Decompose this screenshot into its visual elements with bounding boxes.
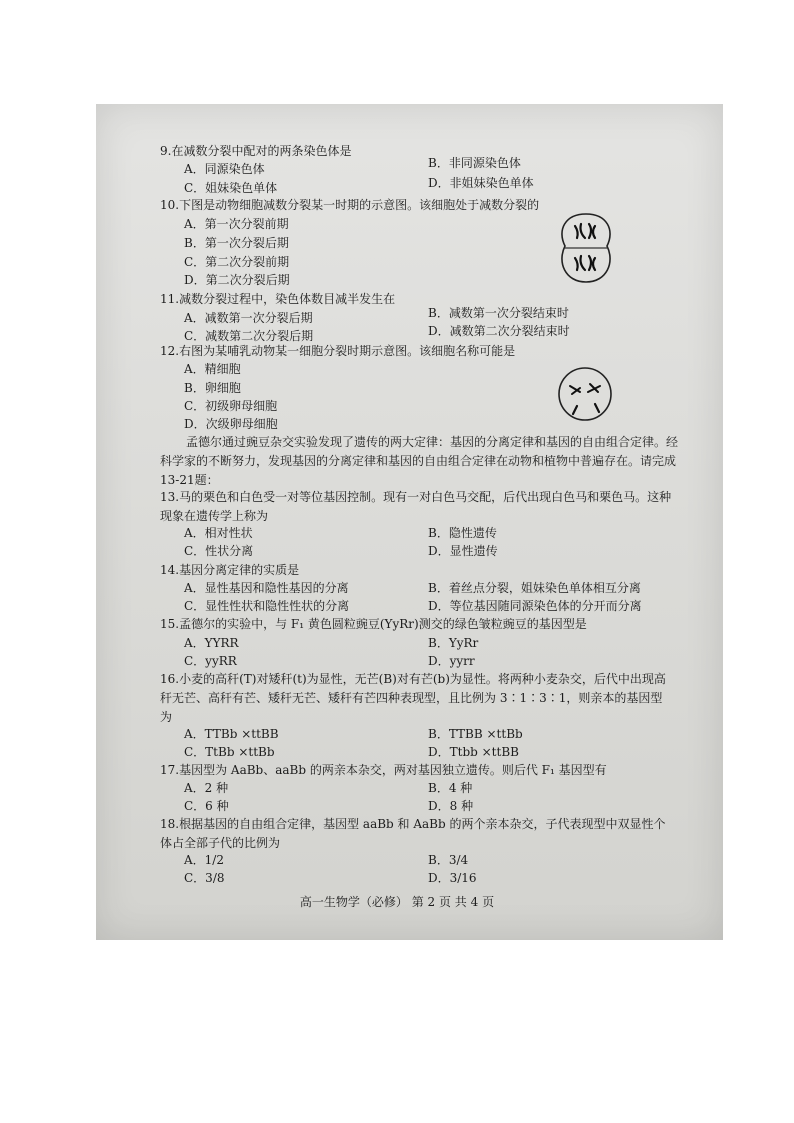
q16-option-d[interactable]: D．Ttbb ×ttBB (428, 745, 519, 759)
q10-option-c[interactable]: C．第二次分裂前期 (184, 255, 290, 269)
question-14-stem: 14.基因分离定律的实质是 (160, 563, 300, 577)
question-18-stem: 18.根据基因的自由组合定律，基因型 aaBb 和 AaBb 的两个亲本杂交，子代表现型中双显性个体占全部子代的比例为 (160, 817, 666, 850)
intro-paragraph: 孟德尔通过豌豆杂交实验发现了遗传的两大定律：基因的分离定律和基因的自由组合定律。经科学家的不断努力，发现基因的分离定律和基因的自由组合定律在动物和植物中普遍存在。请完成13-21题： (160, 435, 679, 487)
q17-option-d[interactable]: D．8 种 (428, 799, 474, 813)
q11-option-d[interactable]: D．减数第二次分裂结束时 (428, 324, 570, 338)
question-17-stem: 17.基因型为 AaBb、aaBb 的两亲本杂交，两对基因独立遗传。则后代 F₁ 基因型有 (160, 763, 607, 777)
q18-option-a[interactable]: A．1/2 (184, 853, 224, 867)
q9-option-c[interactable]: C．姐妹染色单体 (184, 181, 278, 195)
q14-option-c[interactable]: C．显性性状和隐性性状的分离 (184, 599, 350, 613)
q15-option-c[interactable]: C．yyRR (184, 654, 237, 668)
q18-option-b[interactable]: B．3/4 (428, 853, 469, 867)
meiosis-cell-diagram (555, 210, 617, 286)
question-10-stem: 10.下图是动物细胞减数分裂某一时期的示意图。该细胞处于减数分裂的 (160, 198, 540, 212)
mammal-cell-diagram (555, 364, 615, 424)
question-16-stem: 16.小麦的高秆(T)对矮秆(t)为显性，无芒(B)对有芒(b)为显性。将两种小麦杂交，后代中出现高秆无芒、高秆有芒、矮秆无芒、矮秆有芒四种表现型，且比例为 3∶1∶3∶1，则亲本的基因型为 (160, 672, 666, 724)
question-12-stem: 12.右图为某哺乳动物某一细胞分裂时期示意图。该细胞名称可能是 (160, 344, 516, 358)
q13-option-b[interactable]: B．隐性遗传 (428, 526, 497, 540)
q12-option-d[interactable]: D．次级卵母细胞 (184, 417, 278, 431)
question-15-stem: 15.孟德尔的实验中，与 F₁ 黄色圆粒豌豆(YyRr)测交的绿色皱粒豌豆的基因型是 (160, 617, 587, 631)
q18-option-c[interactable]: C．3/8 (184, 871, 225, 885)
q16-option-a[interactable]: A．TTBb ×ttBB (184, 727, 279, 741)
q15-option-b[interactable]: B．YyRr (428, 636, 479, 650)
q14-option-d[interactable]: D．等位基因随同源染色体的分开而分离 (428, 599, 642, 613)
q16-option-b[interactable]: B．TTBB ×ttBb (428, 727, 523, 741)
q14-option-b[interactable]: B．着丝点分裂，姐妹染色单体相互分离 (428, 581, 641, 595)
q17-option-c[interactable]: C．6 种 (184, 799, 229, 813)
q10-option-a[interactable]: A．第一次分裂前期 (184, 217, 289, 231)
question-9-stem: 9.在减数分裂中配对的两条染色体是 (160, 144, 352, 158)
q10-option-d[interactable]: D．第二次分裂后期 (184, 273, 290, 287)
question-13-stem: 13.马的栗色和白色受一对等位基因控制。现有一对白色马交配，后代出现白色马和栗色马。这种现象在遗传学上称为 (160, 490, 672, 523)
page-footer: 高一生物学（必修） 第 2 页 共 4 页 (299, 895, 495, 909)
q9-option-d[interactable]: D．非姐妹染色单体 (428, 176, 534, 190)
q12-option-a[interactable]: A．精细胞 (184, 362, 241, 376)
q17-option-b[interactable]: B．4 种 (428, 781, 473, 795)
q11-option-c[interactable]: C．减数第二次分裂后期 (184, 329, 314, 343)
q15-option-d[interactable]: D．yyrr (428, 654, 475, 668)
q13-option-c[interactable]: C．性状分离 (184, 544, 254, 558)
q15-option-a[interactable]: A．YYRR (184, 636, 239, 650)
q18-option-d[interactable]: D．3/16 (428, 871, 477, 885)
q12-option-b[interactable]: B．卵细胞 (184, 381, 241, 395)
q14-option-a[interactable]: A．显性基因和隐性基因的分离 (184, 581, 349, 595)
q13-option-a[interactable]: A．相对性状 (184, 526, 253, 540)
q13-option-d[interactable]: D．显性遗传 (428, 544, 498, 558)
q9-option-a[interactable]: A．同源染色体 (184, 162, 265, 176)
question-11-stem: 11.减数分裂过程中，染色体数目减半发生在 (160, 292, 396, 306)
q9-option-b[interactable]: B．非同源染色体 (428, 156, 521, 170)
q16-option-c[interactable]: C．TtBb ×ttBb (184, 745, 275, 759)
q17-option-a[interactable]: A．2 种 (184, 781, 229, 795)
q10-option-b[interactable]: B．第一次分裂后期 (184, 236, 289, 250)
q11-option-b[interactable]: B．减数第一次分裂结束时 (428, 306, 569, 320)
q11-option-a[interactable]: A．减数第一次分裂后期 (184, 311, 313, 325)
q12-option-c[interactable]: C．初级卵母细胞 (184, 399, 278, 413)
